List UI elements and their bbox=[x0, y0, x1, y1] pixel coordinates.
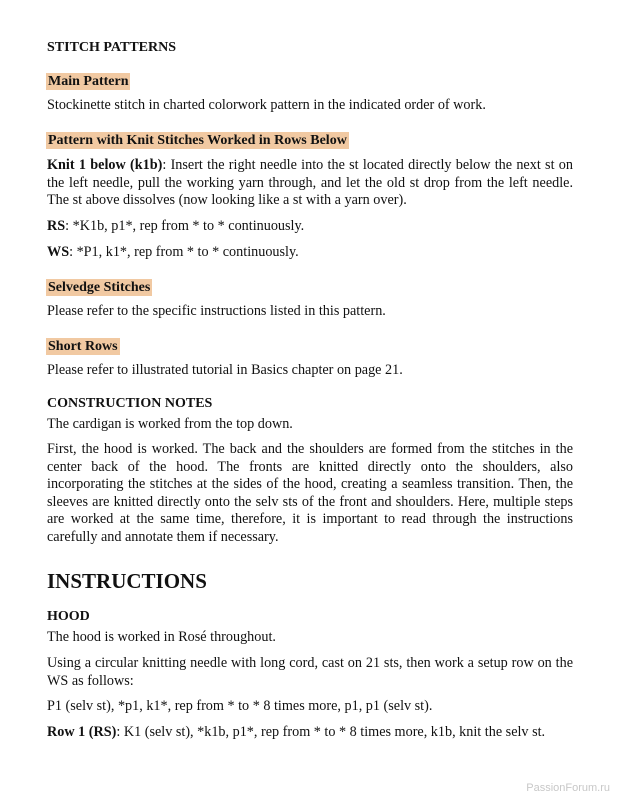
short-rows-text: Please refer to illustrated tutorial in Basics chapter on page 21. bbox=[47, 362, 403, 378]
k1b-text: : Insert the right needle into the st located directly below the next st on the left needle, pull the working yarn through, and let the old st drop from the left needle. The st above dissolves (now looking like a st with a yarn over). bbox=[47, 157, 573, 209]
main-pattern-section bbox=[47, 72, 573, 90]
short-rows-label: Short Rows bbox=[48, 339, 118, 354]
stitch-patterns-heading: STITCH PATTERNS bbox=[47, 40, 177, 55]
hood-p2: Using a circular knitting needle with long cord, cast on 21 sts, then work a setup row on the WS as follows: bbox=[47, 655, 573, 689]
construction-heading: CONSTRUCTION NOTES bbox=[47, 396, 213, 411]
knit-below-section bbox=[47, 131, 573, 149]
hood-p3: P1 (selv st), *p1, k1*, rep from * to * 8 times more, p1, p1 (selv st). bbox=[47, 698, 433, 714]
instructions-heading: INSTRUCTIONS bbox=[47, 569, 207, 593]
knit-below-label: Pattern with Knit Stitches Worked in Rows Below bbox=[48, 133, 347, 148]
construction-p1: The cardigan is worked from the top down. bbox=[47, 416, 293, 432]
row1-text: : K1 (selv st), *k1b, p1*, rep from * to * 8 times more, k1b, knit the selv st. bbox=[116, 724, 546, 740]
row1-label: Row 1 (RS) bbox=[47, 724, 117, 740]
main-pattern-label: Main Pattern bbox=[48, 74, 129, 89]
main-pattern-text: Stockinette stitch in charted colorwork pattern in the indicated order of work. bbox=[47, 97, 486, 113]
ws-text: : *P1, k1*, rep from * to * continuously. bbox=[69, 244, 299, 260]
row1 bbox=[47, 724, 573, 742]
ws-label: WS bbox=[47, 244, 70, 260]
rs-row bbox=[47, 218, 573, 236]
k1b-term: Knit 1 below (k1b) bbox=[47, 157, 163, 173]
selvedge-label: Selvedge Stitches bbox=[48, 280, 151, 295]
hood-heading: HOOD bbox=[47, 609, 90, 624]
short-rows-section bbox=[47, 337, 573, 355]
knit-below-paragraph bbox=[47, 157, 573, 210]
hood-p1: The hood is worked in Rosé throughout. bbox=[47, 629, 276, 645]
construction-p2: First, the hood is worked. The back and the shoulders are formed from the stitches in the center back of the hood. The fronts are knitted directly onto the shoulders, also incorporating the stitches at the sides of the hood, creating a seamless transition. Then, the sleeves are knitted directly onto the selv sts of the front and shoulders. Here, multiple steps are worked at the same time, therefore, it is important to read through the instructions carefully and annotate them if necessary. bbox=[47, 441, 573, 545]
selvedge-text: Please refer to the specific instructions listed in this pattern. bbox=[47, 303, 386, 319]
ws-row bbox=[47, 244, 573, 262]
watermark: PassionForum.ru bbox=[526, 782, 610, 794]
rs-label: RS bbox=[47, 218, 66, 234]
selvedge-section bbox=[47, 278, 573, 296]
rs-text: : *K1b, p1*, rep from * to * continuously. bbox=[65, 218, 305, 234]
